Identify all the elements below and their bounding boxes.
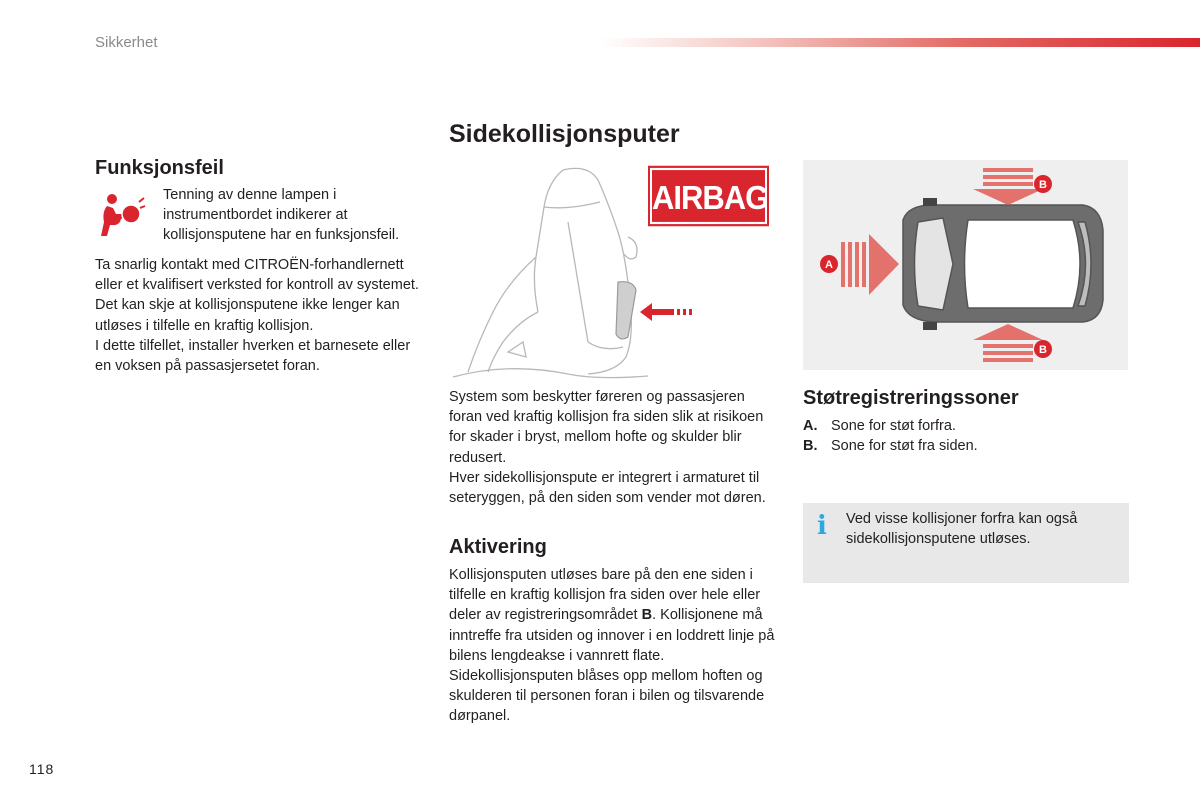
- warning-light-text: Tenning av denne lampen i instrumentbordet indikerer at kollisjonsputene har en funksjonsfeil.: [163, 187, 400, 244]
- list-key: A.: [803, 418, 818, 434]
- zone-list: [803, 416, 978, 456]
- page-title: Sidekollisjonsputer: [449, 120, 680, 148]
- impact-zones-diagram: [803, 160, 1128, 370]
- middle-paragraph-2: Hver sidekollisjonspute er integrert i armaturet til seteryggen, på den siden som vender mot døren.: [449, 469, 766, 507]
- activation-text-part-1: Kollisjonsputen utløses bare på den ene siden i tilfelle en kraftig kollisjon fra siden over hele eller deler av registreringsområdet: [449, 567, 761, 624]
- heading-impact-zones: Støtregistreringssoner: [803, 387, 1019, 409]
- activation-text: [449, 565, 779, 727]
- list-item: [803, 416, 978, 436]
- side-airbag-description: [449, 387, 779, 508]
- heading-funksjonsfeil: Funksjonsfeil: [95, 157, 224, 179]
- heading-aktivering: Aktivering: [449, 536, 547, 558]
- page-number: 118: [29, 761, 55, 777]
- info-note: [803, 503, 1129, 583]
- left-paragraph-1: Ta snarlig kontakt med CITROËN-forhandlernett eller et kvalifisert verksted for kontroll av systemet. Det kan skje at kollisjonsputene ikke lenger kan utløses i tilfelle en kraftig kollisjon.: [95, 257, 419, 334]
- middle-paragraph-1: System som beskytter føreren og passasjeren foran ved kraftig kollisjon fra siden slik at risikoen for skader i bryst, mellom hofte og skulder blir redusert.: [449, 389, 764, 466]
- list-text: Sone for støt fra siden.: [831, 438, 978, 455]
- airbag-warning-icon: [98, 192, 146, 238]
- info-icon: i: [817, 511, 827, 541]
- list-text: Sone for støt forfra.: [831, 418, 956, 434]
- left-body-text: [95, 255, 430, 376]
- label-b-bottom: B: [1039, 344, 1047, 356]
- activation-text-part-2: . Kollisjonene må inntreffe fra utsiden og innover i en loddrett linje på bilens lengdeakse i vannrett flate.: [449, 607, 775, 664]
- zone-b-reference: B: [641, 607, 653, 624]
- info-note-text: Ved visse kollisjoner forfra kan også sidekollisjonsputene utløses.: [846, 511, 1078, 548]
- label-a: A: [825, 259, 833, 271]
- activation-paragraph: [449, 565, 779, 666]
- header-accent-bar: [600, 38, 1200, 47]
- airbag-badge: AIRBAG: [650, 168, 767, 224]
- label-b-top: B: [1039, 179, 1047, 191]
- list-key: B.: [803, 438, 818, 455]
- left-paragraph-2: I dette tilfellet, installer hverken et barnesete eller en voksen på passasjersetet foran.: [95, 337, 411, 375]
- activation-paragraph-2: Sidekollisjonsputen blåses opp mellom hoften og skulderen til personen foran i bilen og tilsvarende dørpanel.: [449, 668, 765, 725]
- list-item: [803, 436, 978, 456]
- section-label: Sikkerhet: [95, 34, 158, 51]
